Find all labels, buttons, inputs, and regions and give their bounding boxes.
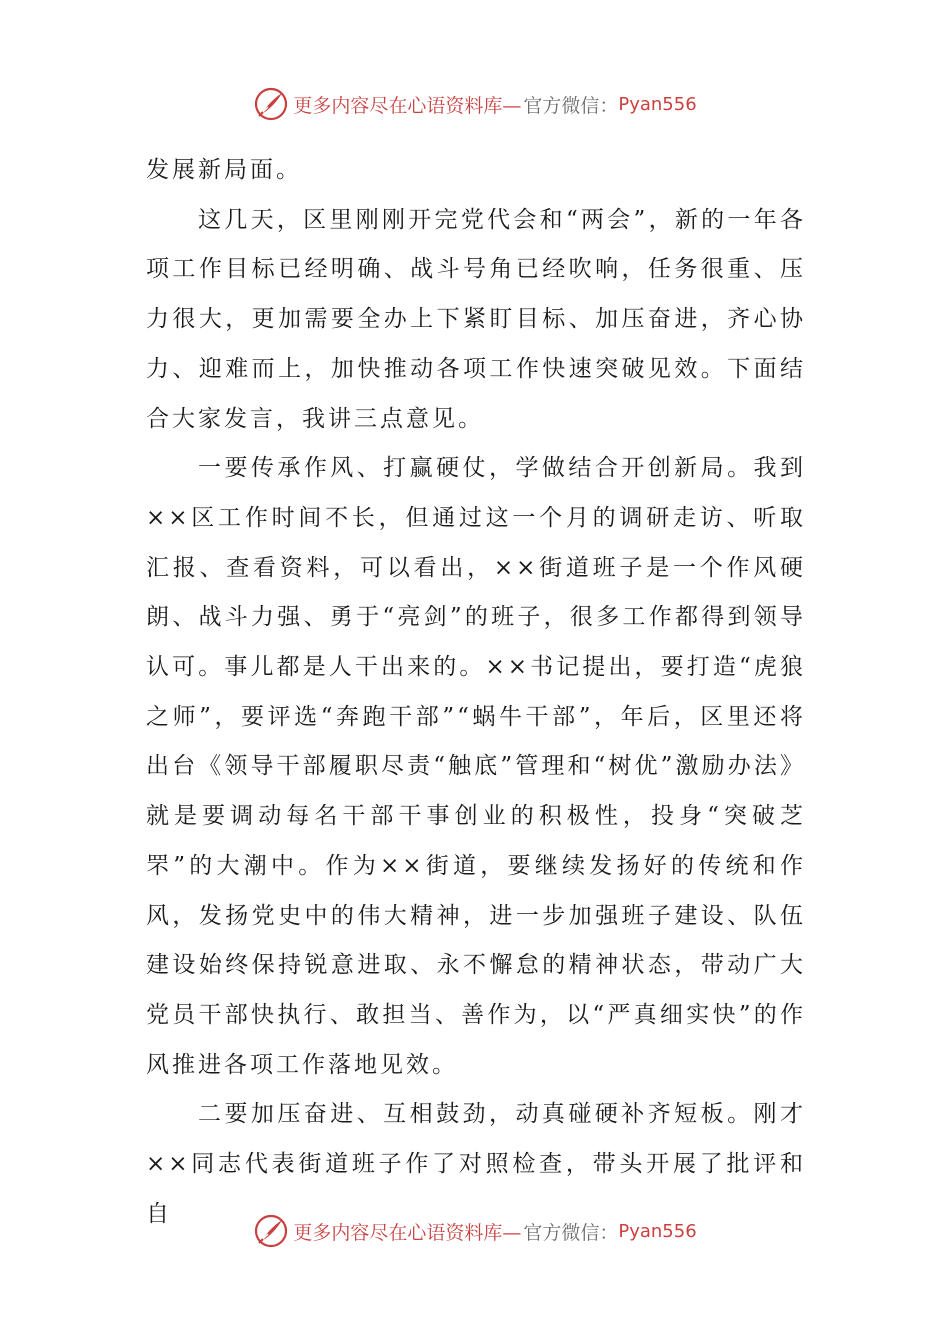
footer-watermark bbox=[0, 1211, 950, 1251]
watermark-wechat-id: Pyan556 bbox=[618, 93, 697, 115]
watermark-text: 更多内容尽在心语资料库— bbox=[293, 1221, 522, 1244]
document-body bbox=[146, 146, 806, 1239]
watermark-wechat-id: Pyan556 bbox=[618, 1220, 697, 1242]
watermark-text: 更多内容尽在心语资料库— bbox=[293, 94, 522, 117]
paragraph: 二要加压奋进、互相鼓劲，动真碰硬补齐短板。刚才××同志代表街道班子作了对照检查，带头开展了批评和自 bbox=[146, 1101, 806, 1227]
watermark-wechat-label: 官方微信： bbox=[523, 94, 619, 117]
paragraph: 这几天，区里刚刚开完党代会和“两会”，新的一年各项工作目标已经明确、战斗号角已经吹响，任务很重、压力很大，更加需要全办上下紧盯目标、加压奋进，齐心协力、迎难而上，加快推动各项工作快速突破见效。下面结合大家发言，我讲三点意见。 bbox=[146, 206, 806, 432]
quill-pen-logo-icon bbox=[253, 86, 289, 122]
header-watermark bbox=[0, 84, 950, 124]
paragraph: 发展新局面。 bbox=[146, 157, 302, 183]
paragraph: 一要传承作风、打赢硬仗，学做结合开创新局。我到××区工作时间不长，但通过这一个月的调研走访、听取汇报、查看资料，可以看出，××街道班子是一个作风硬朗、战斗力强、勇于“亮剑”的班子，很多工作都得到领导认可。事儿都是人干出来的。××书记提出，要打造“虎狼之师”，要评选“奔跑干部”“蜗牛干部”，年后，区里还将出台《领导干部履职尽责“触底”管理和“树优”激励办法》就是要调动每名干部干事创业的积极性，投身“突破芝罘”的大潮中。作为××街道，要继续发扬好的传统和作风，发扬党史中的伟大精神，进一步加强班子建设、队伍建设始终保持锐意进取、永不懈怠的精神状态，带动广大党员干部快执行、敢担当、善作为，以“严真细实快”的作风推进各项工作落地见效。 bbox=[146, 455, 806, 1078]
watermark-wechat-label: 官方微信： bbox=[523, 1221, 619, 1244]
quill-pen-logo-icon bbox=[253, 1213, 289, 1249]
